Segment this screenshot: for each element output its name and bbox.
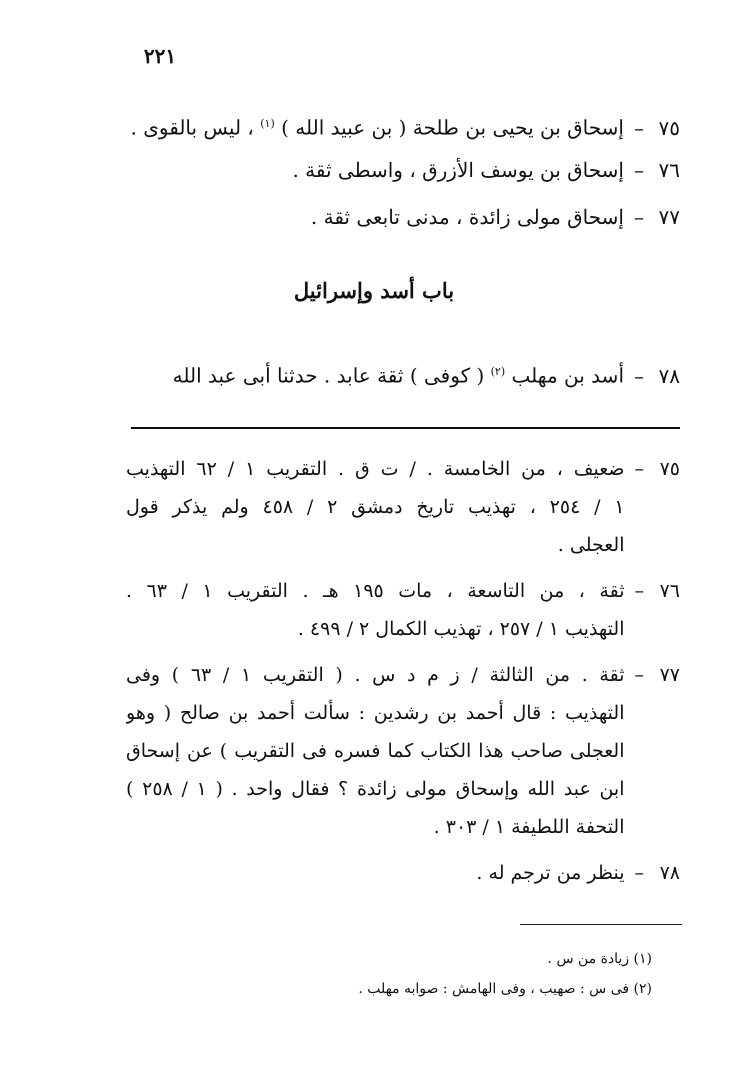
note-text <box>126 450 625 564</box>
chapter-title: باب أسد وإسرائيل <box>293 278 455 303</box>
note-line: ١ / ٢٥٤ ، تهذيب تاريخ دمشق ٢ / ٤٥٨ ولم يذكر قول <box>126 496 625 518</box>
entry-number: ٧٨ <box>658 363 680 388</box>
notes-separator <box>131 427 680 429</box>
entry-text-tail: ( كوفى ) ثقة عابد . حدثنا أبى عبد الله <box>172 363 485 388</box>
note-number: ٧٨ <box>659 862 680 884</box>
note-line: ينظر من ترجم له . <box>476 862 625 884</box>
note-line: العجلى صاحب هذا الكتاب كما فسره فى التقريب ) عن إسحاق <box>126 740 625 762</box>
footnote-1: (١) زيادة من س . <box>547 951 652 967</box>
entry-dash: – <box>634 363 644 388</box>
note-text <box>126 854 625 892</box>
entry-dash: – <box>634 158 644 182</box>
note-number: ٧٧ <box>659 664 680 686</box>
footnotes-list <box>300 944 652 1004</box>
entry-number: ٧٧ <box>658 205 680 229</box>
note-76 <box>126 572 680 648</box>
entry-dash: – <box>634 205 644 229</box>
entry-78 <box>120 348 680 395</box>
note-dash: – <box>634 664 644 686</box>
entry-75 <box>120 100 680 147</box>
note-line: التهذيب : قال أحمد بن رشدين : سألت أحمد بن صالح ( وهو <box>126 702 625 724</box>
note-line: التحفة اللطيفة ١ / ٣٠٣ . <box>433 816 625 838</box>
note-78 <box>126 854 680 892</box>
note-line: ضعيف ، من الخامسة . / ت ق . التقريب ١ / ٦٢ التهذيب <box>126 458 625 480</box>
note-77 <box>126 656 680 846</box>
note-dash: – <box>634 580 644 602</box>
entries-list <box>120 100 680 241</box>
footnote-ref: (١) <box>260 117 275 130</box>
entry-dash: – <box>634 115 644 140</box>
footnote-ref: (٢) <box>490 365 506 378</box>
page-number: ٢٢١ <box>143 44 177 68</box>
note-line: العجلى . <box>557 534 625 556</box>
entry-text <box>120 348 624 400</box>
note-line: ثقة . من الثالثة / ز م د س . ( التقريب ١ / ٦٣ ) وفى <box>126 664 625 686</box>
entry-text: إسحاق بن يوسف الأزرق ، واسطى ثقة . <box>292 158 624 182</box>
note-dash: – <box>634 458 644 480</box>
note-number: ٧٥ <box>659 458 680 480</box>
entry-text-main: إسحاق بن يحيى بن طلحة ( بن عبيد الله ) <box>281 115 624 140</box>
note-text <box>126 572 625 648</box>
note-dash: – <box>634 862 644 884</box>
entry-text-tail: ، ليس بالقوى . <box>130 115 254 140</box>
entry-text-main: أسد بن مهلب <box>511 363 624 388</box>
note-line: ابن عبد الله وإسحاق مولى زائدة ؟ فقال واحد . ( ١ / ٢٥٨ ) <box>126 778 625 800</box>
footnote-2: (٢) فى س : صهيب ، وفى الهامش : صوابه مهلب . <box>358 981 652 997</box>
note-line: التهذيب ١ / ٢٥٧ ، تهذيب الكمال ٢ / ٤٩٩ . <box>297 618 625 640</box>
note-line: ثقة ، من التاسعة ، مات ١٩٥ هـ . التقريب ١ / ٦٣ . <box>126 580 625 602</box>
note-number: ٧٦ <box>659 580 680 602</box>
entry-76 <box>120 147 680 194</box>
entry-text: إسحاق مولى زائدة ، مدنى تابعى ثقة . <box>310 205 624 229</box>
entry-number: ٧٥ <box>658 115 680 140</box>
entry-number: ٧٦ <box>658 158 680 182</box>
note-text <box>126 656 625 846</box>
entry-77 <box>120 194 680 241</box>
footnote-separator <box>520 924 682 925</box>
notes-list <box>126 450 680 900</box>
note-75 <box>126 450 680 564</box>
entry-text <box>120 100 624 152</box>
